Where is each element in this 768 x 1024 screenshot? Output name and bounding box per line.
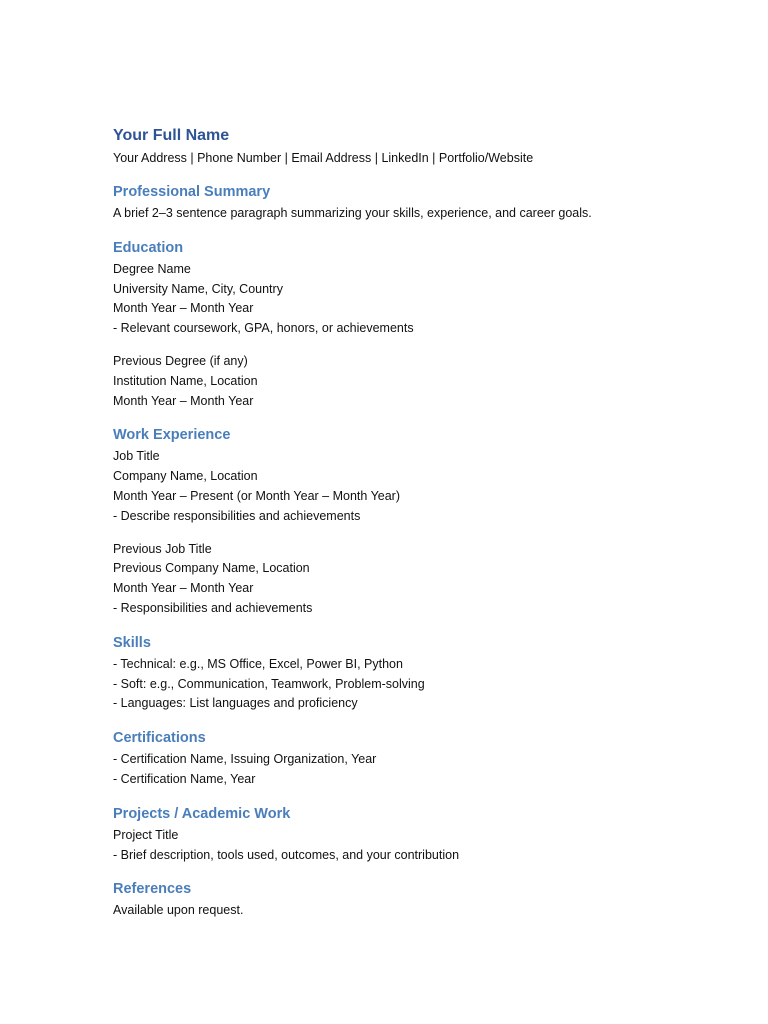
certifications-section (113, 728, 713, 790)
references-heading: References (113, 881, 192, 898)
institution-name: Institution Name, Location (113, 373, 258, 388)
skill-item: - Technical: e.g., MS Office, Excel, Power BI, Python (113, 656, 403, 671)
certification-item: - Certification Name, Year (113, 771, 256, 786)
degree-name: Degree Name (113, 261, 191, 276)
experience-entry (113, 447, 713, 526)
projects-heading: Projects / Academic Work (113, 805, 291, 822)
summary-heading: Professional Summary (113, 184, 271, 200)
certification-item: - Certification Name, Issuing Organization, Year (113, 752, 377, 767)
education-heading: Education (113, 239, 184, 256)
skill-item: - Languages: List languages and proficiency (113, 696, 358, 711)
company-name: Previous Company Name, Location (113, 561, 310, 576)
resume-header (113, 126, 713, 168)
experience-entry (113, 540, 713, 619)
experience-heading: Work Experience (113, 427, 231, 444)
full-name: Your Full Name (113, 127, 230, 144)
education-entry (113, 352, 713, 411)
project-details: - Brief description, tools used, outcomes, and your contribution (113, 847, 460, 862)
project-title: Project Title (113, 827, 179, 842)
education-dates: Month Year – Month Year (113, 393, 254, 408)
degree-name: Previous Degree (if any) (113, 353, 248, 368)
projects-section (113, 804, 713, 866)
skill-item: - Soft: e.g., Communication, Teamwork, Problem-solving (113, 676, 425, 691)
skills-section (113, 633, 713, 714)
job-details: - Describe responsibilities and achievements (113, 508, 361, 523)
education-section (113, 238, 713, 412)
references-text: Available upon request. (113, 903, 244, 918)
resume-document (113, 126, 713, 921)
experience-section (113, 425, 713, 618)
job-details: - Responsibilities and achievements (113, 600, 313, 615)
job-dates: Month Year – Month Year (113, 581, 254, 596)
education-details: - Relevant coursework, GPA, honors, or achievements (113, 321, 414, 336)
institution-name: University Name, City, Country (113, 281, 283, 296)
contact-line: Your Address | Phone Number | Email Address | LinkedIn | Portfolio/Website (113, 151, 534, 165)
job-dates: Month Year – Present (or Month Year – Month Year) (113, 488, 400, 503)
education-entry (113, 260, 713, 339)
company-name: Company Name, Location (113, 469, 258, 484)
references-section (113, 879, 713, 921)
summary-section (113, 182, 713, 224)
education-dates: Month Year – Month Year (113, 301, 254, 316)
skills-heading: Skills (113, 634, 151, 651)
job-title: Previous Job Title (113, 541, 212, 556)
summary-text: A brief 2–3 sentence paragraph summarizing your skills, experience, and career goals. (113, 206, 592, 220)
job-title: Job Title (113, 449, 160, 464)
certifications-heading: Certifications (113, 730, 206, 747)
